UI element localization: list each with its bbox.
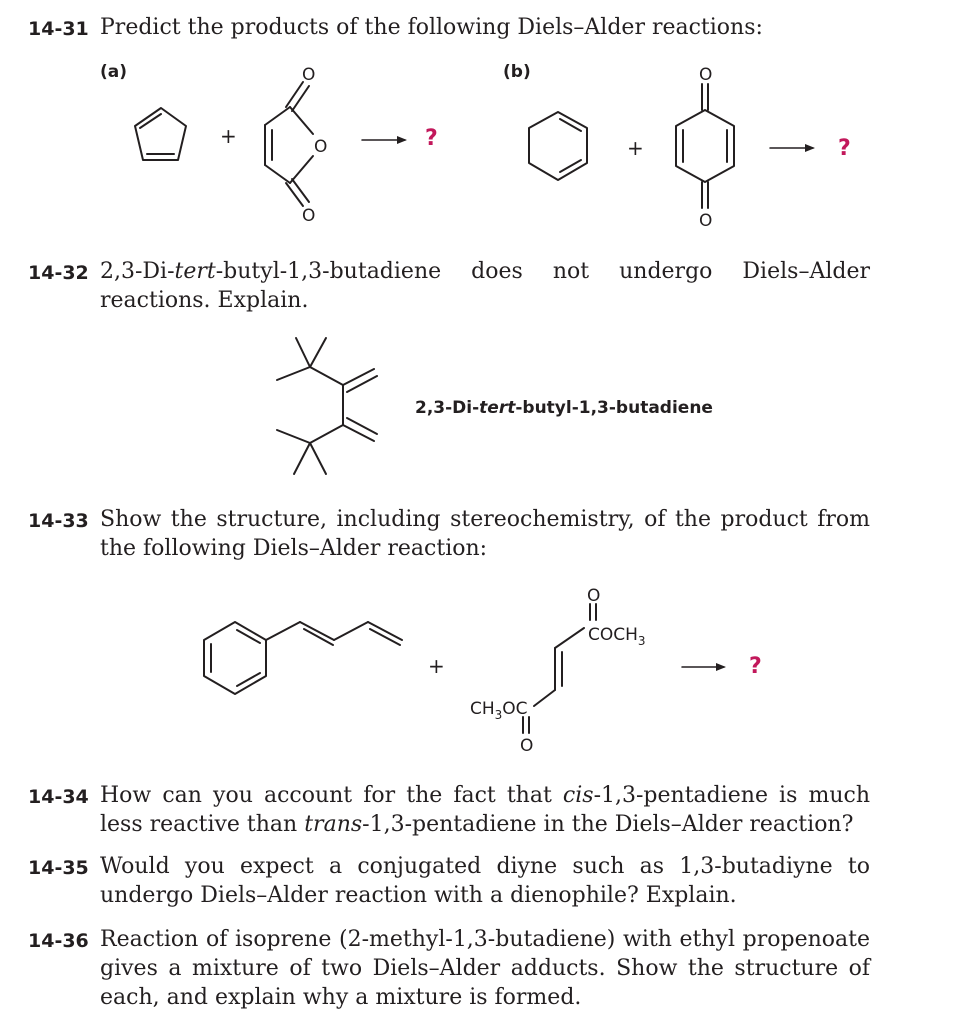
phenylbutadiene-structure — [204, 622, 402, 694]
caption-segment: 2,3-Di- — [415, 398, 480, 418]
problem-text-14-35: Would you expect a conjugated diyne such as 1,3-butadiyne to undergo Diels–Alder reaction with a dienophile? Explain. — [100, 854, 870, 908]
formula-part: COCH — [588, 625, 638, 645]
dimethyl-maleate-structure — [523, 604, 596, 733]
problem-number-14-34: 14-34 — [28, 786, 89, 808]
oxygen-atom: O — [699, 65, 713, 85]
maleic-anhydride-structure — [265, 82, 313, 206]
benzoquinone-structure — [676, 84, 734, 208]
problem-number-14-35: 14-35 — [28, 857, 89, 879]
oxygen-atom: O — [302, 65, 316, 85]
oxygen-atom: O — [520, 736, 534, 756]
formula-subscript: 3 — [494, 708, 503, 722]
plus-sign: + — [220, 124, 237, 148]
oxygen-atom: O — [302, 206, 316, 226]
formula-subscript: 3 — [637, 634, 646, 648]
formula-part: CH — [470, 699, 495, 719]
problem-text-14-31: Predict the products of the following Diels–Alder reactions: — [100, 15, 763, 40]
ester-group-label — [470, 699, 528, 722]
oxygen-atom: O — [314, 137, 328, 157]
reaction-arrow-head — [397, 136, 407, 144]
text-segment: -1,3-pentadiene in the Diels–Alder reaction? — [362, 812, 854, 837]
oxygen-atom: O — [699, 211, 713, 231]
problem-number-14-31: 14-31 — [28, 18, 89, 40]
caption-segment: -butyl-1,3-butadiene — [515, 398, 713, 418]
problem-text-14-36: Reaction of isoprene (2-methyl-1,3-butadiene) with ethyl propenoate gives a mixture of two Diels–Alder adducts. Show the structure of each, and explain why a mixture is formed. — [100, 927, 870, 1010]
di-tert-butyl-butadiene-structure — [277, 338, 377, 474]
formula-part: OC — [502, 699, 528, 719]
italic-segment: trans — [304, 812, 363, 837]
oxygen-atom: O — [587, 586, 601, 606]
problem-text-14-33: Show the structure, including stereochemistry, of the product from the following Diels–Alder reaction: — [100, 507, 870, 561]
question-mark: ? — [838, 136, 851, 161]
reaction-arrow-head — [805, 144, 815, 152]
question-mark: ? — [749, 654, 762, 679]
italic-segment: cis — [562, 783, 594, 808]
part-a-label: (a) — [100, 62, 128, 82]
problem-number-14-32: 14-32 — [28, 262, 89, 284]
question-mark: ? — [425, 126, 438, 151]
text-segment: -1,3-pentadiene is much less reactive than — [100, 783, 870, 837]
italic-segment: tert — [174, 259, 216, 284]
text-segment: 2,3-Di- — [100, 259, 175, 284]
part-b-label: (b) — [503, 62, 531, 82]
reaction-arrow-head — [716, 663, 726, 671]
plus-sign: + — [428, 654, 445, 678]
cyclohexadiene-structure — [529, 112, 587, 180]
text-segment: -butyl-1,3-butadiene does not undergo Diels–Alder reactions. Explain. — [100, 259, 870, 313]
cyclopentadiene-structure — [135, 108, 186, 160]
caption-italic: tert — [479, 398, 516, 418]
problem-number-14-33: 14-33 — [28, 510, 89, 532]
ester-group-label — [588, 625, 646, 648]
problem-number-14-36: 14-36 — [28, 930, 89, 952]
plus-sign: + — [627, 136, 644, 160]
text-segment: How can you account for the fact that — [100, 783, 563, 808]
